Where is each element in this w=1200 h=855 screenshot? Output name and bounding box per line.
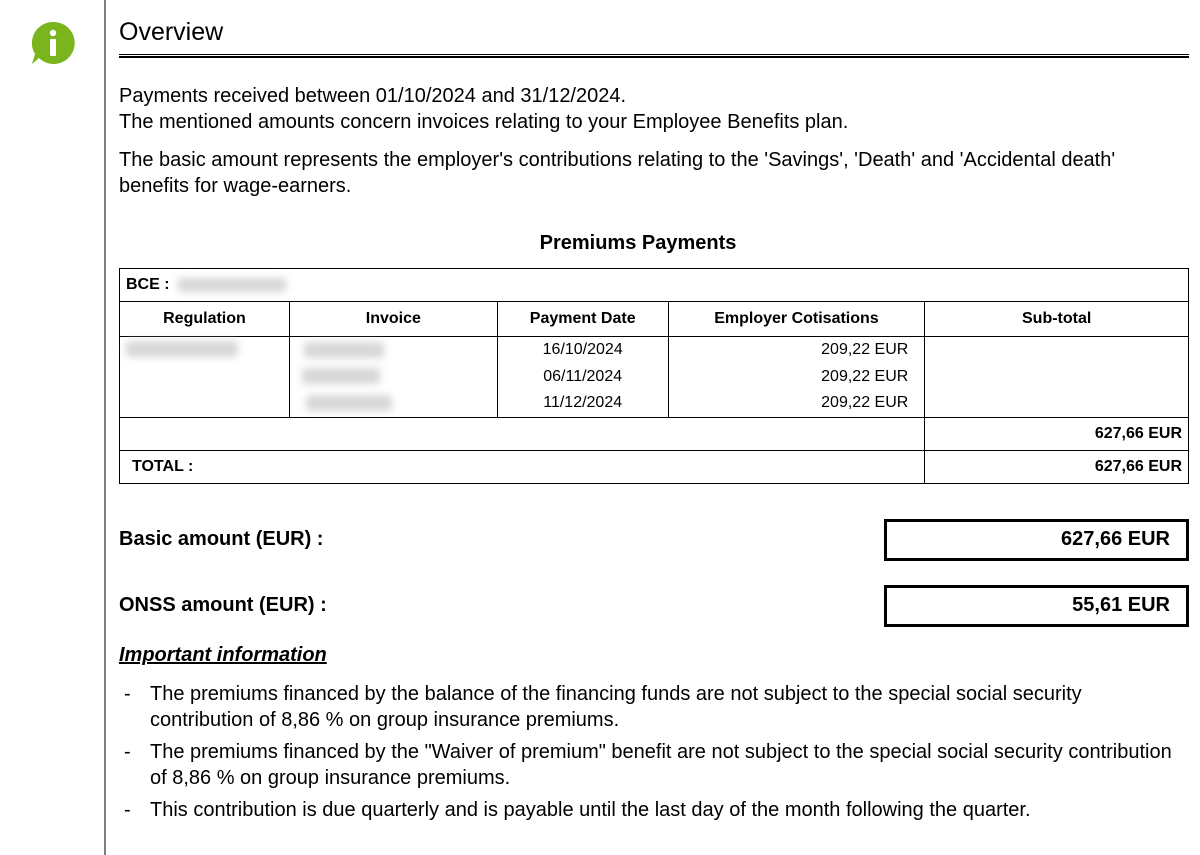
total-row: [120, 451, 1189, 484]
redacted-invoice: [306, 395, 392, 411]
bce-row: [120, 269, 1189, 302]
info-icon: [30, 20, 76, 66]
payment-date: 06/11/2024: [543, 367, 623, 385]
important-information-list: [119, 681, 1179, 829]
subtotal-value: 627,66 EUR: [925, 418, 1189, 451]
list-item: - The premiums financed by the balance of the financing funds are not subject to the special social security contribution of 8,86 % on group insurance premiums.: [124, 683, 1082, 731]
total-label: TOTAL :: [120, 451, 925, 484]
header-subtotal: Sub-total: [925, 302, 1189, 337]
header-payment-date: Payment Date: [497, 302, 668, 337]
onss-amount-value: 55,61 EUR: [884, 585, 1189, 627]
cotisation-amount: 209,22 EUR: [821, 367, 909, 385]
subtotal-empty-cell: [925, 337, 1189, 418]
redacted-regulation: [126, 341, 238, 357]
basic-amount-label: Basic amount (EUR) :: [119, 528, 324, 550]
subtotal-row: [120, 418, 1189, 451]
title-underline: [119, 54, 1189, 58]
table-row: [120, 337, 1189, 418]
header-employer-cotisations: Employer Cotisations: [668, 302, 925, 337]
page-title: Overview: [119, 18, 224, 46]
list-item: - This contribution is due quarterly and is payable until the last day of the month following the quarter.: [124, 799, 1031, 821]
intro-line-1: Payments received between 01/10/2024 and 31/12/2024.: [119, 85, 627, 107]
onss-amount-label: ONSS amount (EUR) :: [119, 594, 327, 616]
list-item: - The premiums financed by the "Waiver of premium" benefit are not subject to the special social security contribution of 8,86 % on group insurance premiums.: [124, 741, 1172, 789]
table-title: Premiums Payments: [539, 232, 737, 254]
total-value: 627,66 EUR: [925, 451, 1189, 484]
margin-rule: [104, 0, 106, 855]
cotisation-cell: [668, 337, 925, 418]
cotisation-amount: 209,22 EUR: [821, 394, 909, 411]
basic-amount-value: 627,66 EUR: [884, 519, 1189, 561]
bce-label: BCE :: [126, 276, 170, 293]
intro-line-2: The mentioned amounts concern invoices relating to your Employee Benefits plan.: [119, 111, 849, 133]
invoice-cell: [289, 337, 497, 418]
regulation-cell: [120, 337, 290, 418]
cotisation-amount: 209,22 EUR: [821, 341, 909, 358]
intro-paragraph: The basic amount represents the employer's contributions relating to the 'Savings', 'Death' and 'Accidental death' benefits for wage-earners.: [119, 149, 1116, 197]
payment-date-cell: [497, 337, 668, 418]
important-information-heading: Important information: [119, 644, 327, 666]
redacted-invoice: [302, 368, 380, 384]
table-header-row: [120, 302, 1189, 337]
header-invoice: Invoice: [289, 302, 497, 337]
redacted-bce: [178, 278, 286, 292]
premiums-table: [119, 268, 1189, 484]
header-regulation: Regulation: [120, 302, 290, 337]
payment-date: 16/10/2024: [542, 341, 623, 358]
payment-date: 11/12/2024: [543, 394, 623, 411]
redacted-invoice: [304, 342, 384, 358]
